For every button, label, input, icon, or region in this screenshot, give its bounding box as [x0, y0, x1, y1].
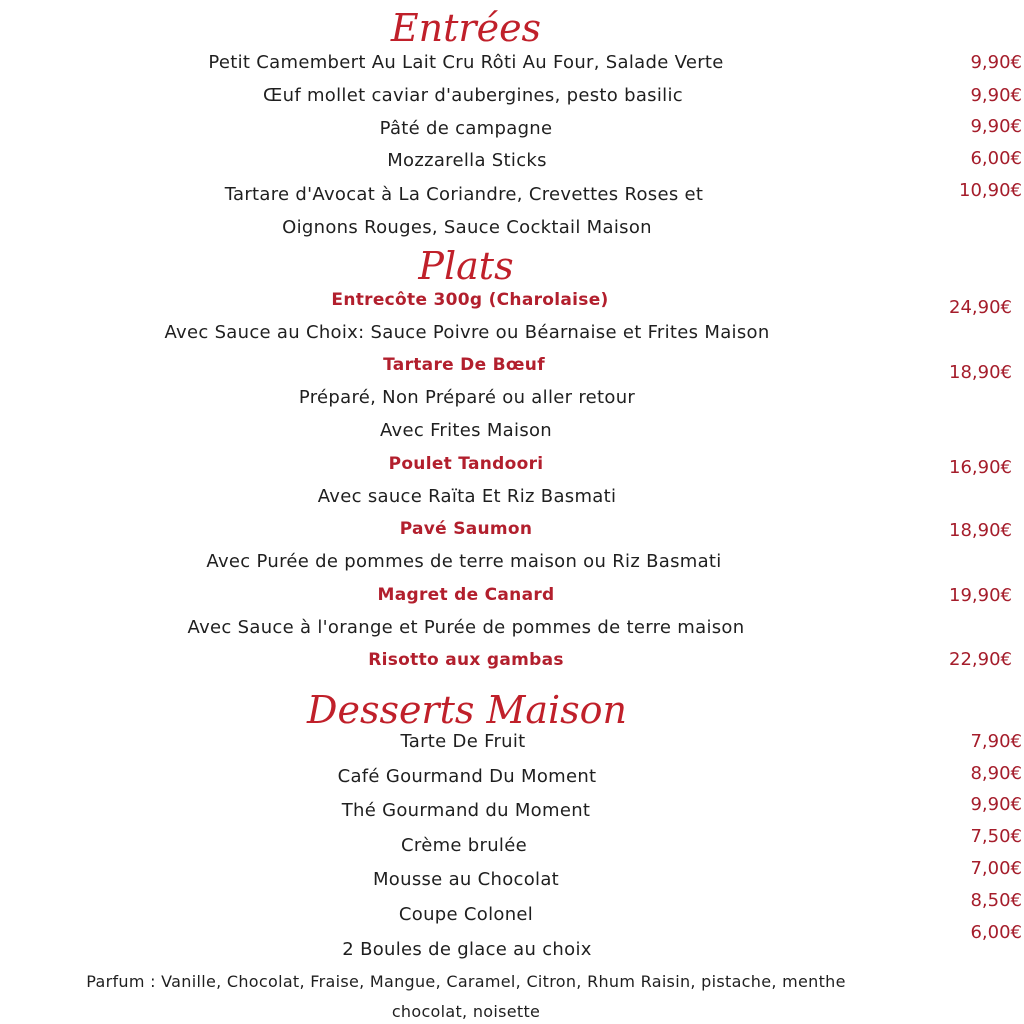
parfum-list-line2: chocolat, noisette: [391, 1002, 541, 1021]
dessert-price-creme-brulee: 7,50€: [970, 826, 1022, 847]
dessert-item-mousse: Mousse au Chocolat: [372, 869, 560, 890]
plat-price-magret: 19,90€: [949, 585, 1012, 606]
plat-name-entrecote: Entrecôte 300g (Charolaise): [331, 290, 609, 310]
entree-item-mozzarella: Mozzarella Sticks: [387, 150, 547, 171]
entree-item-tartare-avocat: Tartare d'Avocat à La Coriandre, Crevettes Roses et: [224, 184, 704, 205]
plat-name-poulet-tandoori: Poulet Tandoori: [388, 454, 544, 474]
entree-price-oeuf: 9,90€: [970, 85, 1022, 106]
plat-name-pave-saumon: Pavé Saumon: [399, 519, 533, 539]
plat-price-poulet-tandoori: 16,90€: [949, 457, 1012, 478]
entree-item-tartare-avocat-line2: Oignons Rouges, Sauce Cocktail Maison: [282, 217, 652, 238]
section-title-desserts: Desserts Maison: [306, 688, 628, 732]
plat-desc-entrecote: Avec Sauce au Choix: Sauce Poivre ou Béarnaise et Frites Maison: [164, 322, 770, 343]
section-title-entrees: Entrées: [390, 6, 542, 50]
dessert-item-boules-glace: 2 Boules de glace au choix: [342, 939, 592, 960]
plat-desc-pave-saumon: Avec Purée de pommes de terre maison ou Riz Basmati: [206, 551, 722, 572]
plat-name-tartare-boeuf: Tartare De Bœuf: [383, 355, 545, 375]
section-title-plats: Plats: [418, 244, 514, 288]
plat-name-magret: Magret de Canard: [377, 585, 555, 605]
plat-name-risotto: Risotto aux gambas: [368, 650, 564, 670]
dessert-price-tarte: 7,90€: [970, 731, 1022, 752]
dessert-item-tarte: Tarte De Fruit: [400, 731, 526, 752]
plat-desc2-tartare-boeuf: Avec Frites Maison: [379, 420, 553, 441]
plat-price-tartare-boeuf: 18,90€: [949, 362, 1012, 383]
plat-desc-magret: Avec Sauce à l'orange et Purée de pommes de terre maison: [187, 617, 745, 638]
dessert-item-creme-brulee: Crème brulée: [401, 835, 527, 856]
entree-price-camembert: 9,90€: [970, 52, 1022, 73]
plat-desc-poulet-tandoori: Avec sauce Raïta Et Riz Basmati: [317, 486, 617, 507]
plat-desc-tartare-boeuf: Préparé, Non Préparé ou aller retour: [298, 387, 636, 408]
dessert-price-the-gourmand: 9,90€: [970, 794, 1022, 815]
entree-item-pate: Pâté de campagne: [379, 118, 553, 139]
plat-price-pave-saumon: 18,90€: [949, 520, 1012, 541]
parfum-list: Parfum : Vanille, Chocolat, Fraise, Mangue, Caramel, Citron, Rhum Raisin, pistache, menthe: [86, 972, 846, 991]
entree-price-tartare-avocat: 10,90€: [959, 180, 1022, 201]
dessert-item-the-gourmand: Thé Gourmand du Moment: [341, 800, 591, 821]
entree-item-camembert: Petit Camembert Au Lait Cru Rôti Au Four, Salade Verte: [208, 52, 724, 73]
dessert-price-mousse: 7,00€: [970, 858, 1022, 879]
dessert-item-cafe-gourmand: Café Gourmand Du Moment: [337, 766, 597, 787]
entree-price-pate: 9,90€: [970, 116, 1022, 137]
entree-item-oeuf: Œuf mollet caviar d'aubergines, pesto basilic: [263, 85, 683, 106]
dessert-item-coupe-colonel: Coupe Colonel: [398, 904, 534, 925]
dessert-price-coupe-colonel: 8,50€: [970, 890, 1022, 911]
plat-price-entrecote: 24,90€: [949, 297, 1012, 318]
dessert-price-cafe-gourmand: 8,90€: [970, 763, 1022, 784]
entree-price-mozzarella: 6,00€: [970, 148, 1022, 169]
dessert-price-boules-glace: 6,00€: [970, 922, 1022, 943]
plat-price-risotto: 22,90€: [949, 649, 1012, 670]
